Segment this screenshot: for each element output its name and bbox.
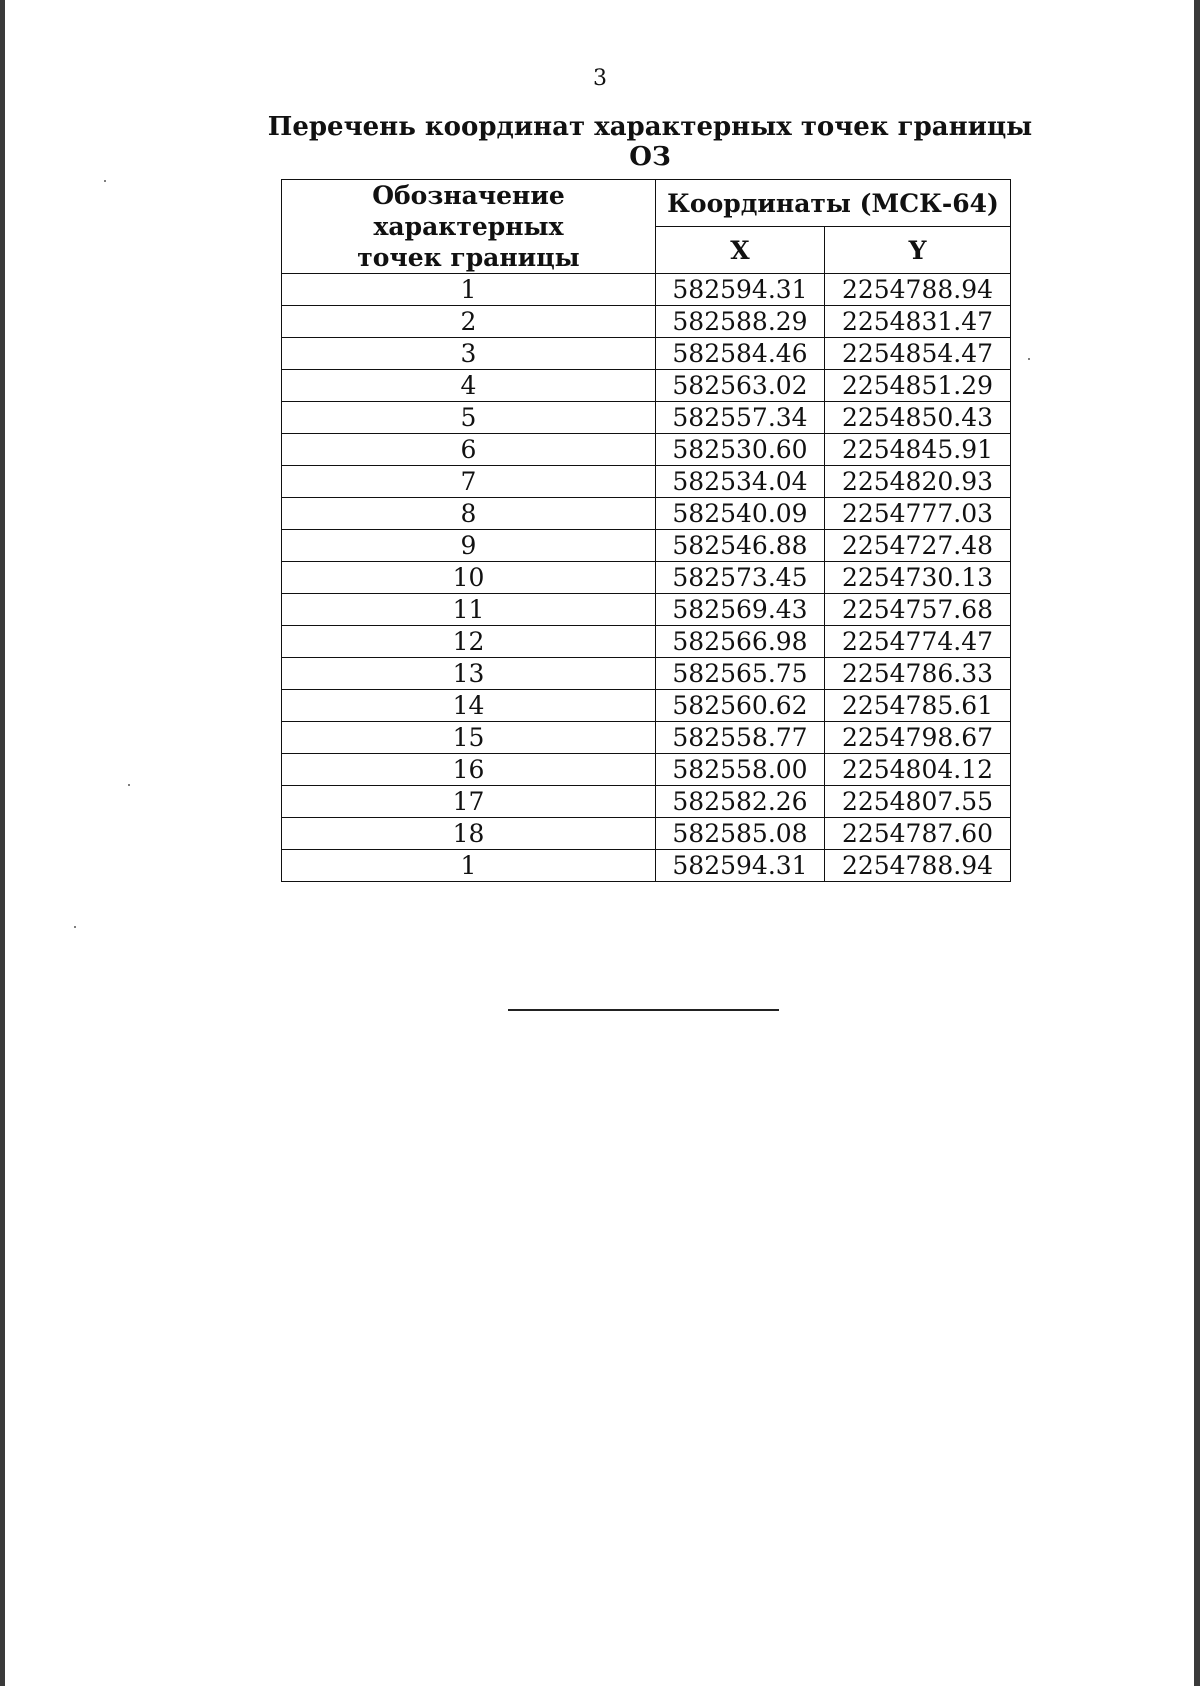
point-cell: 16 [282, 754, 656, 786]
table-row [282, 498, 1011, 530]
y-cell: 2254798.67 [825, 722, 1011, 754]
y-cell: 2254786.33 [825, 658, 1011, 690]
table-row [282, 562, 1011, 594]
y-cell: 2254777.03 [825, 498, 1011, 530]
y-cell: 2254831.47 [825, 306, 1011, 338]
x-cell: 582557.34 [656, 402, 825, 434]
table-row [282, 434, 1011, 466]
x-cell: 582558.77 [656, 722, 825, 754]
x-cell: 582585.08 [656, 818, 825, 850]
y-cell: 2254854.47 [825, 338, 1011, 370]
point-cell: 1 [282, 850, 656, 882]
table-row [282, 754, 1011, 786]
table-body [282, 274, 1011, 882]
y-cell: 2254851.29 [825, 370, 1011, 402]
y-cell: 2254785.61 [825, 690, 1011, 722]
header-y: Y [825, 227, 1011, 274]
table-row [282, 690, 1011, 722]
scan-speck [74, 926, 76, 928]
table-row [282, 370, 1011, 402]
x-cell: 582569.43 [656, 594, 825, 626]
table-header [282, 180, 1011, 274]
x-cell: 582566.98 [656, 626, 825, 658]
x-cell: 582560.62 [656, 690, 825, 722]
x-cell: 582588.29 [656, 306, 825, 338]
scan-edge-right [1194, 0, 1200, 1686]
table-row [282, 338, 1011, 370]
table-row [282, 722, 1011, 754]
table-row [282, 274, 1011, 306]
point-cell: 15 [282, 722, 656, 754]
x-cell: 582558.00 [656, 754, 825, 786]
x-cell: 582582.26 [656, 786, 825, 818]
x-cell: 582534.04 [656, 466, 825, 498]
x-cell: 582584.46 [656, 338, 825, 370]
y-cell: 2254820.93 [825, 466, 1011, 498]
point-cell: 9 [282, 530, 656, 562]
point-cell: 13 [282, 658, 656, 690]
table-row [282, 626, 1011, 658]
table-row [282, 594, 1011, 626]
x-cell: 582540.09 [656, 498, 825, 530]
y-cell: 2254774.47 [825, 626, 1011, 658]
point-cell: 3 [282, 338, 656, 370]
header-point-line2: точек границы [357, 243, 580, 272]
point-cell: 18 [282, 818, 656, 850]
scan-speck [104, 180, 106, 182]
y-cell: 2254730.13 [825, 562, 1011, 594]
x-cell: 582565.75 [656, 658, 825, 690]
point-cell: 12 [282, 626, 656, 658]
point-cell: 8 [282, 498, 656, 530]
table-row [282, 402, 1011, 434]
point-cell: 14 [282, 690, 656, 722]
point-cell: 4 [282, 370, 656, 402]
table-row [282, 466, 1011, 498]
point-cell: 7 [282, 466, 656, 498]
scan-speck [1028, 358, 1030, 360]
x-cell: 582530.60 [656, 434, 825, 466]
closing-rule [508, 1009, 779, 1011]
y-cell: 2254845.91 [825, 434, 1011, 466]
point-cell: 5 [282, 402, 656, 434]
x-cell: 582594.31 [656, 274, 825, 306]
x-cell: 582573.45 [656, 562, 825, 594]
point-cell: 17 [282, 786, 656, 818]
y-cell: 2254804.12 [825, 754, 1011, 786]
header-coordinates: Координаты (МСК-64) [656, 180, 1011, 227]
y-cell: 2254807.55 [825, 786, 1011, 818]
point-cell: 10 [282, 562, 656, 594]
table-row [282, 850, 1011, 882]
x-cell: 582563.02 [656, 370, 825, 402]
x-cell: 582594.31 [656, 850, 825, 882]
y-cell: 2254850.43 [825, 402, 1011, 434]
table-row [282, 786, 1011, 818]
header-point-line1: Обозначение характерных [372, 181, 565, 241]
table-row [282, 530, 1011, 562]
point-cell: 1 [282, 274, 656, 306]
header-x: X [656, 227, 825, 274]
point-cell: 11 [282, 594, 656, 626]
scan-edge-left [0, 0, 5, 1686]
page-title: Перечень координат характерных точек границы ОЗ [267, 112, 1033, 172]
table-row [282, 306, 1011, 338]
header-point-designation [282, 180, 656, 274]
y-cell: 2254788.94 [825, 850, 1011, 882]
x-cell: 582546.88 [656, 530, 825, 562]
point-cell: 2 [282, 306, 656, 338]
point-cell: 6 [282, 434, 656, 466]
table-row [282, 818, 1011, 850]
scan-speck [128, 784, 130, 786]
y-cell: 2254727.48 [825, 530, 1011, 562]
coordinates-table [281, 179, 1011, 882]
y-cell: 2254757.68 [825, 594, 1011, 626]
page-number: 3 [593, 66, 607, 91]
y-cell: 2254787.60 [825, 818, 1011, 850]
table-header-row [282, 180, 1011, 227]
y-cell: 2254788.94 [825, 274, 1011, 306]
table-row [282, 658, 1011, 690]
